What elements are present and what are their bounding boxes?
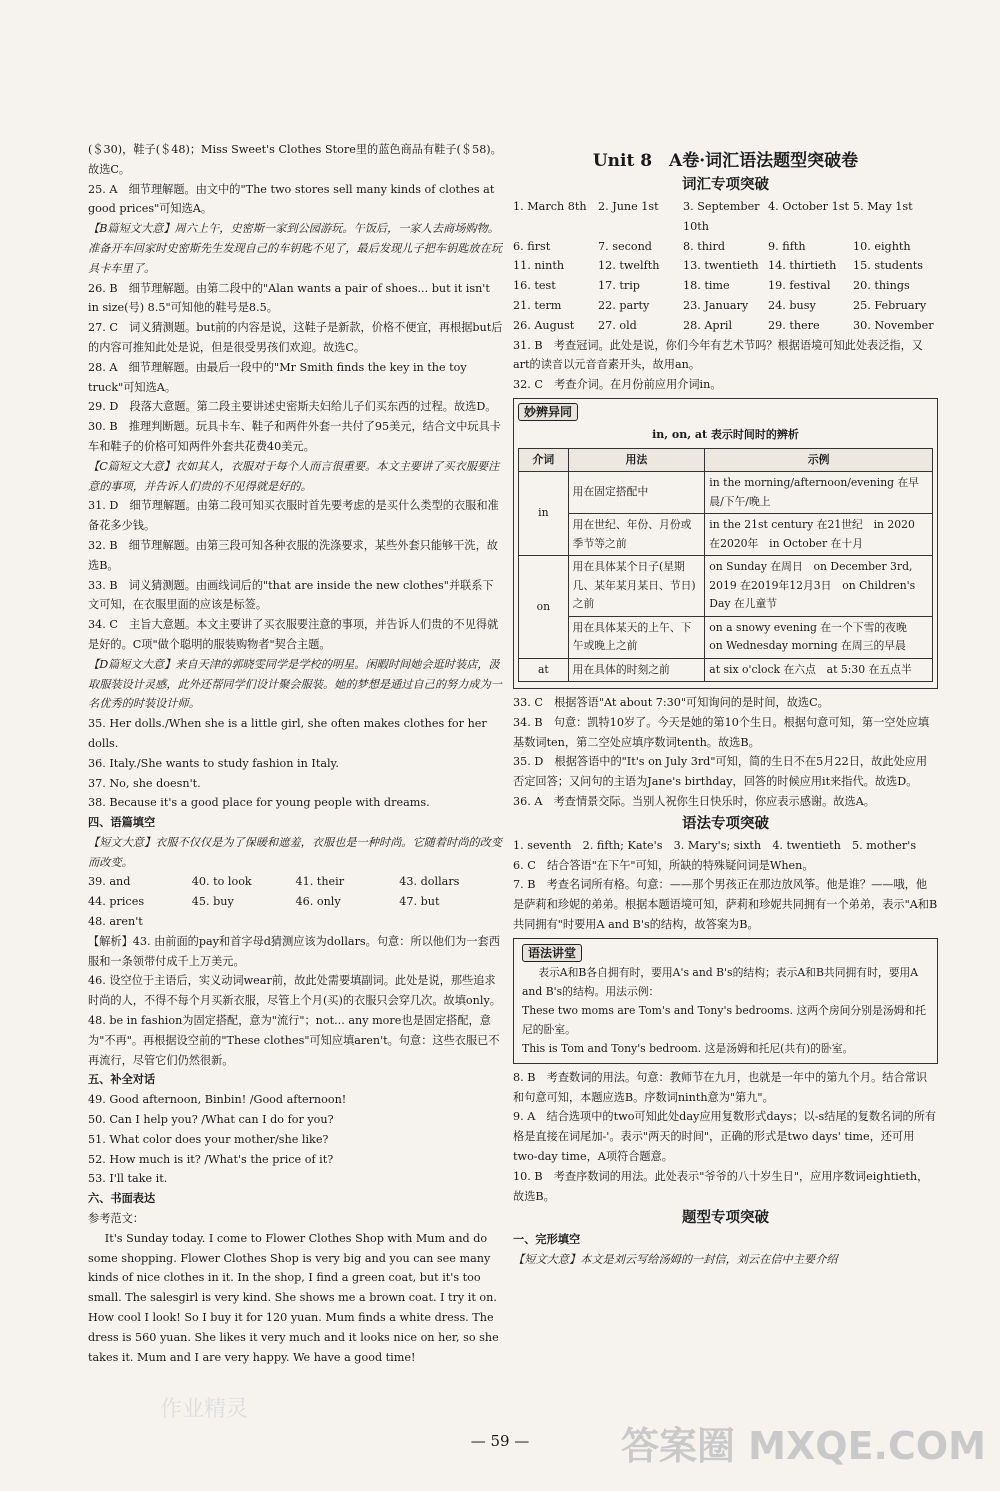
answer-item: 6. C 结合答语"在下午"可知，所缺的特殊疑问词是When。 — [513, 858, 814, 872]
table-cell: on a snowy evening 在一个下雪的夜晚 on Wednesday morning 在周三的早晨 — [705, 616, 933, 658]
vocab-answer: 11. ninth — [513, 259, 565, 273]
left-column — [88, 140, 503, 1367]
answer-item: 36. Italy./She wants to study fashion in Italy. — [88, 756, 339, 770]
cloze-answer: 46. only — [295, 895, 341, 909]
vocab-answer: 3. September 10th — [683, 200, 760, 233]
vocab-answer: 13. twentieth — [683, 259, 759, 273]
vocab-answer: 30. November — [853, 318, 934, 332]
answer-item: 34. B 句意：凯特10岁了。今天是她的第10个生日。根据句意可知，第一空处应填基数词ten，第二空处应填序数词tenth。故选B。 — [513, 715, 930, 749]
explanation: 46. 设空位于主语后，实义动词wear前，故此处需要填副词。此处是说，那些追求时尚的人，不得不每个月买新衣服，尽管上个月(买)的衣服只会穿几次。故填only。 — [88, 974, 501, 1008]
answer-item: 30. B 推理判断题。玩具卡车、鞋子和两件外套一共付了95美元，结合文中玩具卡车和鞋子的价格可知两件外套共花费40美元。 — [88, 420, 501, 453]
table-cell: 用在具体某天的上午、下午或晚上之前 — [568, 616, 705, 658]
answer-item: 49. Good afternoon, Binbin! /Good afternoon! — [88, 1093, 347, 1107]
sample-label: 参考范文： — [88, 1212, 144, 1226]
vocab-answer: 5. May 1st — [853, 200, 913, 213]
answer-item: 53. I'll take it. — [88, 1172, 168, 1186]
cloze-answer: 47. but — [399, 895, 440, 909]
vocab-answer: 28. April — [683, 318, 733, 332]
table-cell: in the 21st century 在21世纪 in 2020 在2020年 in October 在十月 — [705, 514, 933, 556]
table-header: 示例 — [705, 448, 933, 472]
grammar-heading: 语法专项突破 — [682, 814, 769, 832]
grammar-tag: 语法讲堂 — [522, 944, 582, 962]
type-heading: 题型专项突破 — [682, 1209, 769, 1227]
vocab-heading: 词汇专项突破 — [682, 176, 769, 193]
cloze-answer: 44. prices — [88, 895, 145, 909]
unit-title: Unit 8 A卷·词汇语法题型突破卷 — [592, 151, 859, 171]
table-cell: in — [519, 472, 569, 556]
vocab-answer: 16. test — [513, 279, 556, 293]
answer-item: 36. A 考查情景交际。当别人祝你生日快乐时，你应表示感谢。故选A。 — [513, 795, 875, 809]
explanation: 【解析】43. 由前面的pay和首字母d猜测应该为dollars。句意：所以他们为一套西服和一条领带付成千上万美元。 — [88, 934, 500, 968]
vocab-answer: 8. third — [683, 239, 726, 253]
vocab-answer: 6. first — [513, 239, 551, 253]
table-header: 用法 — [568, 448, 705, 472]
table-cell: in the morning/afternoon/evening 在早晨/下午/晚上 — [705, 472, 933, 514]
answer-item: 51. What color does your mother/she like? — [88, 1132, 329, 1146]
grammar-example: These two moms are Tom's and Tony's bedrooms. 这两个房间分别是汤姆和托尼的卧室。 — [522, 1003, 927, 1036]
table-cell: 用在世纪、年份、月份或季节等之前 — [568, 514, 705, 556]
cloze-answer: 45. buy — [191, 895, 234, 909]
cloze-answer: 41. their — [295, 875, 345, 889]
table-cell: on — [519, 556, 569, 659]
answer-item: 8. B 考查数词的用法。句意：教师节在九月，也就是一年中的第九个月。结合常识和句意可知，本题应选B。序数词ninth意为"第九"。 — [513, 1070, 928, 1104]
vocab-answer: 21. term — [513, 298, 562, 312]
page-number: — 59 — — [470, 1432, 530, 1450]
text-line: (＄30)，鞋子(＄48)；Miss Sweet's Clothes Store里的蓝色商品有鞋子(＄58)。故选C。 — [88, 143, 502, 176]
passage-summary: 【短文大意】本文是刘云写给汤姆的一封信，刘云在信中主要介绍 — [513, 1253, 838, 1267]
vocab-answer: 2. June 1st — [598, 200, 659, 213]
table-cell: 用在固定搭配中 — [568, 472, 705, 514]
vocab-answer: 14. thirtieth — [768, 259, 837, 273]
vocab-answer: 1. March 8th — [513, 200, 587, 213]
answer-item: 35. D 根据答语中的"It's on July 3rd"可知，简的生日不在5月22日，故此处应用否定回答；又问句的主语为Jane's birthday，回答的时候应用it来指代。故选D。 — [513, 755, 928, 789]
answer-item: 34. C 主旨大意题。本文主要讲了买衣服要注意的事项，并告诉人们贵的不见得就是好的。C项"做个聪明的服装购物者"契合主题。 — [88, 618, 499, 651]
watermark-faint: 作业精灵 — [160, 1397, 249, 1422]
grammar-example: This is Tom and Tony's bedroom. 这是汤姆和托尼(共有)的卧室。 — [522, 1041, 854, 1055]
vocab-answer: 18. time — [683, 279, 730, 293]
answer-item: 33. B 词义猜测题。由画线词后的"that are inside the new clothes"并联系下文可知，在衣服里面的应该是标签。 — [88, 578, 494, 612]
table-header-row — [519, 448, 933, 472]
passage-summary: 【短文大意】衣服不仅仅是为了保暖和遮羞，衣服也是一种时尚。它随着时尚的改变而改变。 — [88, 835, 502, 869]
table-row — [519, 658, 933, 682]
answer-item: 37. No, she doesn't. — [88, 776, 201, 790]
vocab-answer: 7. second — [598, 239, 652, 253]
table-cell: 用在具体某个日子(星期几、某年某月某日、节日)之前 — [568, 556, 705, 617]
answer-item: 38. Because it's a good place for young people with dreams. — [88, 796, 430, 810]
answer-item: 7. B 考查名词所有格。句意：——那个男孩正在那边放风筝。他是谁？——哦，他是萨莉和珍妮的弟弟。根据本题语境可知，萨莉和珍妮共同拥有一个弟弟，表示"A和B共同拥有"时要用A and B's的结构，故答案为B。 — [513, 878, 938, 932]
cloze-answer: 43. dollars — [399, 875, 460, 889]
passage-summary: 【B篇短文大意】周六上午，史密斯一家到公园游玩。午饭后，一家人去商场购物。准备开车回家时史密斯先生发现自己的车钥匙不见了，最后发现儿子把车钥匙放在玩具卡车里了。 — [88, 222, 502, 275]
grammar-answers: 1. seventh 2. fifth; Kate's 3. Mary's; sixth 4. twentieth 5. mother's — [513, 838, 917, 852]
sample-essay: It's Sunday today. I come to Flower Clothes Shop with Mum and do some shopping. Flower Clothes Shop is very big and you can see many kinds of nice clothes in it. In the shop, I find a green coat, but it's too small. The salesgirl is very kind. She shows me a brown coat. I try it on. How cool I look! So I buy it for 120 yuan. Mum finds a white dress. The dress is 560 yuan. She likes it very much and it looks nice on her, so she takes it. Mum and I are very happy. We have a good time! — [88, 1231, 499, 1364]
explanation: 48. be in fashion为固定搭配，意为"流行"；not... any more也是固定搭配，意为"不再"。再根据设空前的"These clothes"可知应填aren't。句意：这些衣服已不再流行，尽管它们仍然很新。 — [88, 1014, 500, 1067]
answer-item: 27. C 词义猜测题。but前的内容是说，这鞋子是新款，价格不便宜，再根据but后的内容可推知此处是说，但是很受男孩们欢迎。故选C。 — [88, 321, 503, 354]
vocab-answer: 19. festival — [768, 279, 831, 293]
table-row — [519, 472, 933, 514]
cloze-answer: 48. aren't — [88, 915, 143, 929]
vocab-answer: 15. students — [853, 259, 924, 273]
answer-item: 31. B 考查冠词。此处是说，你们今年有艺术节吗？根据语境可知此处表泛指，又art的读音以元音音素开头，故用an。 — [513, 338, 923, 372]
vocab-answer: 22. party — [598, 298, 650, 312]
vocab-answer: 26. August — [513, 318, 575, 332]
vocab-answer: 25. February — [853, 298, 927, 312]
vocab-answer: 27. old — [598, 318, 637, 332]
answer-item: 25. A 细节理解题。由文中的"The two stores sell many kinds of clothes at good prices"可知选A。 — [88, 182, 495, 216]
answer-item: 10. B 考查序数词的用法。此处表示"爷爷的八十岁生日"，应用序数词eightieth，故选B。 — [513, 1169, 929, 1203]
answer-item: 29. D 段落大意题。第二段主要讲述史密斯夫妇给儿子们买东西的过程。故选D。 — [88, 400, 497, 414]
passage-summary: 【D篇短文大意】来自天津的郭晓雯同学是学校的明星。闲暇时间她会逛时装店，汲取服装设计灵感，此外还帮同学们设计聚会服装。她的梦想是通过自己的努力成为一名优秀的时装设计师。 — [88, 657, 502, 711]
vocab-answer: 20. things — [853, 279, 910, 293]
vocab-answer: 9. fifth — [768, 239, 806, 253]
table-header: 介词 — [519, 448, 569, 472]
section-heading: 四、语篇填空 — [88, 815, 156, 830]
passage-summary: 【C篇短文大意】衣如其人，衣服对于每个人而言很重要。本文主要讲了买衣服要注意的事项，并告诉人们贵的不见得就是好的。 — [88, 459, 500, 493]
grammar-box — [513, 938, 938, 1064]
cloze-answer: 40. to look — [191, 875, 252, 889]
answer-item: 50. Can I help you? /What can I do for you? — [88, 1113, 334, 1127]
section-heading: 五、补全对话 — [88, 1072, 156, 1087]
table-row — [519, 514, 933, 556]
answer-item: 52. How much is it? /What's the price of it? — [88, 1152, 334, 1166]
grammar-note: 表示A和B各自拥有时，要用A's and B's的结构；表示A和B共同拥有时，要用A and B's的结构。用法示例： — [522, 965, 919, 998]
box-tag: 妙辨异同 — [518, 403, 578, 421]
table-cell: 用在具体的时刻之前 — [568, 658, 705, 682]
answer-item: 28. A 细节理解题。由最后一段中的"Mr Smith finds the key in the toy truck"可知选A。 — [88, 360, 467, 394]
vocab-answer: 17. trip — [598, 279, 640, 293]
table-cell: at — [519, 658, 569, 682]
watermark: 答案圈 MXQE.COM — [620, 1424, 986, 1468]
cloze-answers — [88, 872, 503, 931]
table-row — [519, 616, 933, 658]
vocab-answer: 24. busy — [768, 298, 816, 312]
table-cell: on Sunday 在周日 on December 3rd, 2019 在2019年12月3日 on Children's Day 在儿童节 — [705, 556, 933, 617]
vocab-answers — [513, 197, 938, 336]
section-heading: 六、书面表达 — [88, 1191, 156, 1206]
vocab-answer: 4. October 1st — [768, 200, 849, 213]
cloze-answer: 39. and — [88, 875, 131, 889]
answer-item: 33. C 根据答语"At about 7:30"可知询问的是时间，故选C。 — [513, 696, 829, 710]
section-heading: 一、完形填空 — [513, 1232, 581, 1247]
right-column — [513, 140, 938, 1270]
table-row — [519, 556, 933, 617]
answer-item: 32. C 考查介词。在月份前应用介词in。 — [513, 378, 722, 392]
comparison-table — [518, 448, 933, 683]
answer-item: 32. B 细节理解题。由第三段可知各种衣服的洗涤要求，某些外套只能够干洗，故选B。 — [88, 538, 498, 572]
answer-item: 35. Her dolls./When she is a little girl, she often makes clothes for her dolls. — [88, 717, 487, 750]
vocab-answer: 10. eighth — [853, 239, 911, 253]
vocab-answer: 23. January — [683, 298, 749, 312]
answer-item: 26. B 细节理解题。由第二段中的"Alan wants a pair of shoes... but it isn't in size(号) 8.5"可知他的鞋号是8.5。 — [88, 281, 490, 315]
table-cell: at six o'clock 在六点 at 5:30 在五点半 — [705, 658, 933, 682]
answer-item: 9. A 结合选项中的two可知此处day应用复数形式days；以-s结尾的复数名词的所有格是直接在词尾加-'。表示"两天的时间"，正确的形式是two days' time，还可用two-day time，A项符合题意。 — [513, 1110, 937, 1164]
box-title: in, on, at 表示时间时的辨析 — [652, 427, 799, 441]
comparison-box — [513, 398, 938, 689]
vocab-answer: 12. twelfth — [598, 259, 660, 273]
vocab-answer: 29. there — [768, 318, 820, 332]
answer-item: 31. D 细节理解题。由第二段可知买衣服时首先要考虑的是买什么类型的衣服和准备花多少钱。 — [88, 499, 499, 533]
